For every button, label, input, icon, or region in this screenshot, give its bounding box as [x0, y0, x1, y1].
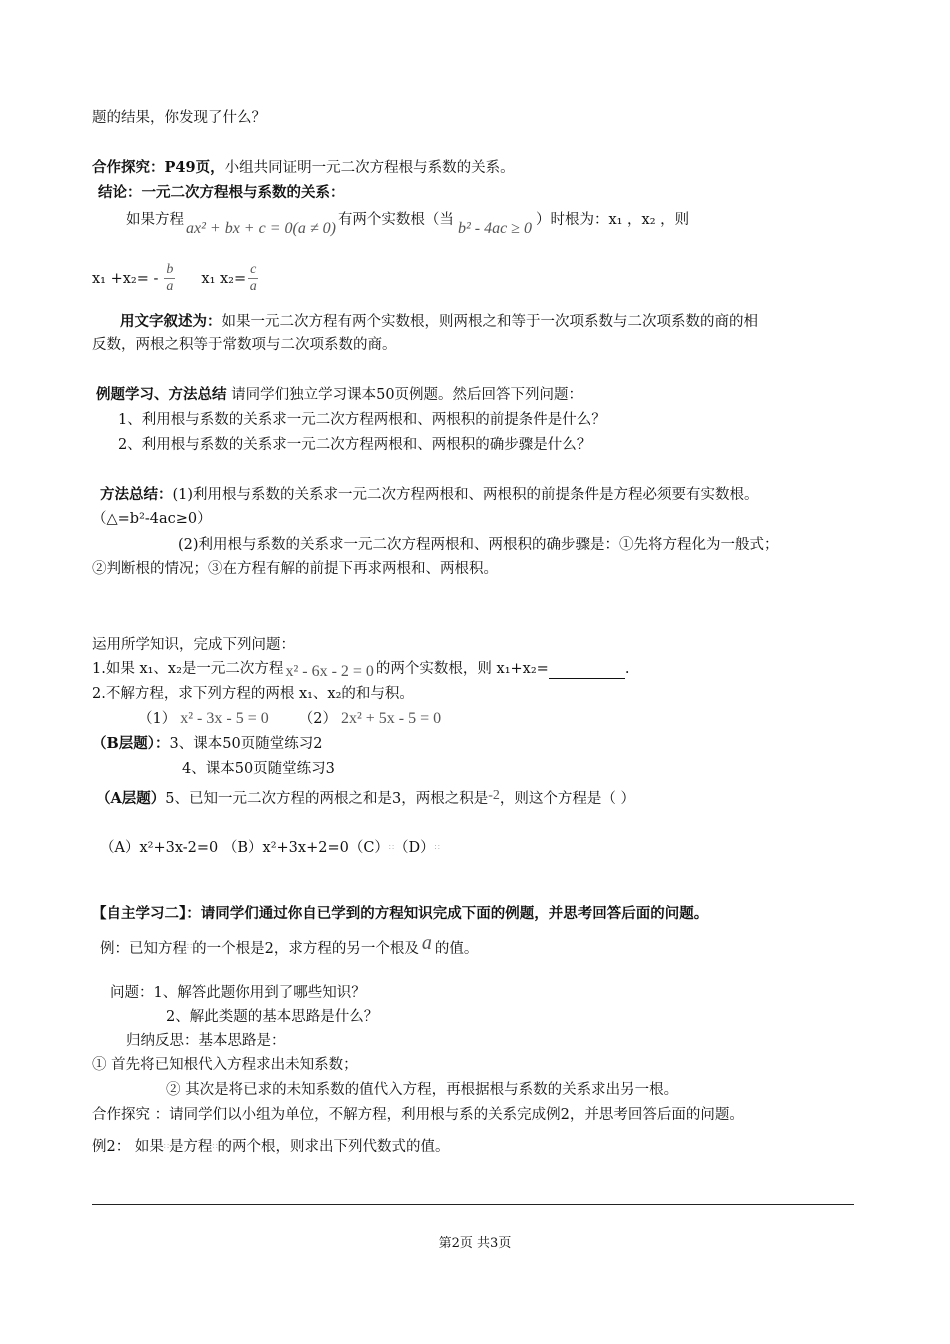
text: 题的结果，你发现了什么？ — [92, 110, 266, 126]
choices — [100, 838, 440, 858]
page-number: 第2页 共3页 — [438, 1236, 512, 1251]
theorem-line — [126, 210, 690, 237]
product-formula: x₁ x₂= — [201, 270, 247, 287]
answer-blank[interactable] — [549, 664, 625, 679]
sum-formula: x₁ +x₂= - — [92, 270, 159, 287]
fraction-b-over-a — [164, 262, 175, 295]
heading-method: 方法总结： — [100, 486, 173, 503]
line-7 — [92, 335, 397, 355]
fraction-c-over-a — [248, 262, 258, 295]
text: 2、利用根与系数的关系求一元二次方程两根和、两根积的确步骤是什么？ — [118, 437, 592, 453]
line-15 — [92, 635, 295, 655]
text: 4、课本50页随堂练习3 — [182, 761, 335, 777]
problem-2 — [166, 1007, 378, 1027]
equation-part-2: 2x² + 5x - 5 = 0 — [340, 710, 442, 727]
question-2 — [118, 435, 591, 455]
self-study-2 — [92, 904, 708, 924]
text: . — [624, 661, 630, 677]
equation-formula-icon: ∷ — [187, 942, 193, 951]
text: (1)利用根与系数的关系求一元二次方程两根和、两根积的前提条件是方程必须要有实数根。 — [172, 487, 759, 503]
text: 有两个实数根（当 — [337, 212, 454, 228]
text: 请同学们独立学习课本50页例题。然后回答下列问题： — [226, 387, 584, 403]
text: 3、课本50页随堂练习2 — [169, 736, 323, 752]
heading-a-level: （A层题） — [96, 790, 166, 807]
text: ，则这个方程是（ ） — [499, 791, 635, 807]
line-13 — [178, 535, 779, 555]
text: 合作探究 ：请同学们以小组为单位，不解方程，利用根与系的关系完成例2，并思考回答后面的问题。 — [92, 1107, 744, 1123]
text: ）时根为：x₁ ，x₂ ，则 — [535, 212, 690, 228]
vieta-formulas — [92, 262, 258, 295]
conclusion-heading — [98, 183, 345, 203]
equation-part-1: x² - 3x - 5 = 0 — [180, 710, 269, 727]
text: 运用所学知识，完成下列问题： — [92, 637, 295, 653]
text: 的两个实数根，则 x₁+x₂= — [375, 661, 549, 677]
text: （A）x²+3x-2=0 （B）x²+3x+2=0（C） — [100, 840, 389, 856]
text: 的值。 — [434, 941, 479, 957]
line-20 — [182, 759, 335, 779]
a-level — [96, 789, 635, 810]
text: ②判断根的情况；③在方程有解的前提下再求两根和、两根积。 — [92, 561, 498, 577]
text: 结论：一元二次方程根与系数的关系： — [98, 184, 345, 201]
roots-formula-icon: ∷ — [163, 1142, 169, 1151]
text: ② 其次是将已求的未知系数的值代入方程，再根据根与系数的关系求出另一根。 — [166, 1082, 679, 1098]
reflection — [126, 1031, 286, 1051]
line-1 — [92, 108, 266, 128]
method-summary — [100, 485, 759, 505]
line-14 — [92, 559, 498, 579]
text: 是方程 — [168, 1139, 213, 1155]
text: 【自主学习二】：请同学们通过你自已学到的方程知识完成下面的例题，并思考回答后面的问题。 — [92, 905, 709, 922]
text: （D） — [394, 840, 435, 856]
exercise-1 — [92, 659, 629, 679]
text: (2)利用根与系数的关系求一元二次方程两根和、两根积的确步骤是：①先将方程化为一般式； — [178, 537, 779, 553]
text: （1） — [138, 711, 177, 727]
step-1 — [92, 1055, 358, 1075]
variable-a: a — [421, 932, 432, 954]
text: 1.如果 x₁、x₂是一元二次方程 — [92, 661, 284, 677]
text: 归纳反思：基本思路是： — [126, 1033, 286, 1049]
text: 例：已知方程 — [100, 941, 187, 957]
example-2 — [92, 1137, 450, 1157]
text: 例2： 如果 — [92, 1139, 164, 1155]
step-2 — [166, 1080, 678, 1100]
exercise-2 — [92, 684, 414, 704]
text: （△=b²-4ac≥0） — [92, 511, 212, 527]
denominator: a — [249, 279, 257, 294]
problem-1 — [110, 983, 366, 1003]
footer-divider — [92, 1204, 854, 1205]
text: 2、解此类题的基本思路是什么？ — [166, 1009, 379, 1025]
text: 1、利用根与系数的关系求一元二次方程两根和、两根积的前提条件是什么？ — [118, 412, 606, 428]
choice-c-formula-icon: ∷ — [388, 843, 395, 852]
heading-example: 例题学习、方法总结 — [96, 386, 227, 403]
numerator: b — [166, 262, 174, 277]
text: 2.不解方程，求下列方程的两根 x₁、x₂的和与积。 — [92, 686, 414, 702]
cooperate-2 — [92, 1105, 744, 1125]
verbal-statement — [120, 312, 758, 332]
line-12 — [92, 509, 212, 529]
text: 问题：1、解答此题你用到了哪些知识？ — [110, 985, 366, 1001]
example-study — [96, 385, 583, 405]
line-cooperate — [92, 158, 515, 178]
text: 的一个根是2，求方程的另一个根及 — [192, 941, 419, 957]
text: （2） — [298, 711, 337, 727]
equation-formula-icon: ∷ — [212, 1142, 218, 1151]
denominator: a — [166, 279, 174, 294]
text: 5、已知一元二次方程的两根之和是3，两根之积是 — [165, 791, 489, 807]
text: 反数，两根之积等于常数项与二次项系数的商。 — [92, 337, 397, 353]
text: 小组共同证明一元二次方程根与系数的关系。 — [224, 160, 515, 176]
exercise-2-parts — [138, 709, 441, 729]
heading-cooperate: 合作探究：P49页， — [92, 159, 225, 176]
heading-verbal: 用文字叙述为： — [120, 313, 222, 330]
equation-exercise-1: x² - 6x - 2 = 0 — [285, 663, 374, 680]
discriminant-condition: b² - 4ac ≥ 0 — [457, 220, 532, 237]
numerator: c — [250, 262, 257, 277]
product-value: -2 — [488, 788, 500, 803]
text: 如果方程 — [126, 212, 184, 228]
b-level — [92, 734, 322, 754]
text: ① 首先将已知根代入方程求出未知系数； — [92, 1057, 358, 1073]
text: 的两个根，则求出下列代数式的值。 — [217, 1139, 450, 1155]
choice-d-formula-icon: ∷ — [434, 843, 440, 852]
question-1 — [118, 410, 606, 430]
heading-b-level: （B层题）： — [92, 735, 170, 752]
text: 如果一元二次方程有两个实数根，则两根之和等于一次项系数与二次项系数的商的相 — [221, 314, 758, 330]
example-line — [100, 932, 479, 959]
equation-general: ax² + bx + c = 0(a ≠ 0) — [186, 220, 336, 237]
